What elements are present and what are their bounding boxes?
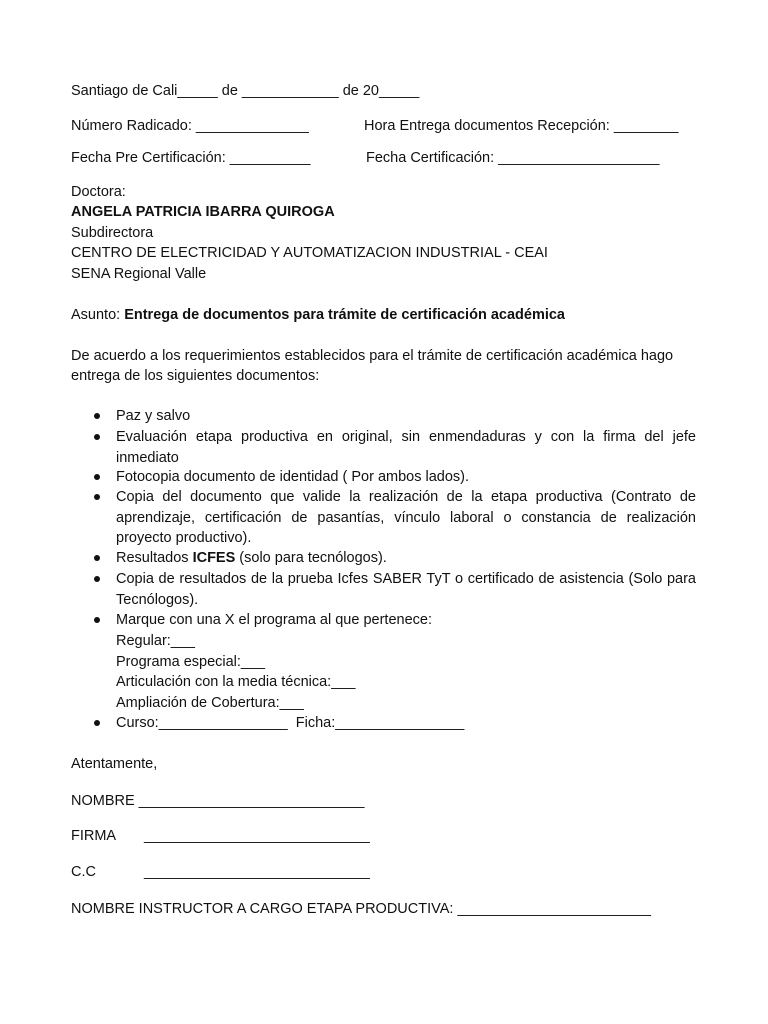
firma-label: FIRMA [71, 828, 117, 844]
list-item-marque-programa: Marque con una X el programa al que pertenece: [116, 612, 432, 628]
place-date-line: Santiago de Cali_____ de ____________ de 20_____ [71, 83, 420, 99]
recipient-name: ANGELA PATRICIA IBARRA QUIROGA [71, 204, 335, 220]
fecha-certificacion-field: Fecha Certificación: ____________________ [366, 150, 660, 166]
list-item-resultados-icfes [116, 548, 387, 568]
list-item-evaluacion: Evaluación etapa productiva en original, sin enmendaduras y con la firma del jefe inmediato [116, 429, 696, 466]
bullet-icon [94, 617, 100, 623]
bullet-icon [94, 555, 100, 561]
hora-entrega-field: Hora Entrega documentos Recepción: ________ [364, 118, 679, 134]
program-option-ampliacion: Ampliación de Cobertura:___ [116, 695, 304, 711]
subject-text: Entrega de documentos para trámite de certificación académica [124, 307, 565, 323]
bullet-icon [94, 413, 100, 419]
nombre-signature-field: NOMBRE ____________________________ [71, 793, 365, 809]
resultados-icfes-bold: ICFES [192, 550, 236, 566]
subject-label: Asunto: [71, 307, 125, 323]
program-option-regular: Regular:___ [116, 633, 195, 649]
list-item-curso-ficha: Curso:________________ Ficha:________________ [116, 715, 465, 731]
cc-label: C.C [71, 864, 96, 880]
firma-line: ____________________________ [144, 828, 370, 844]
intro-line-1: De acuerdo a los requerimientos establecidos para el trámite de certificación académica hago [71, 348, 674, 364]
bullet-icon [94, 474, 100, 480]
list-item-fotocopia: Fotocopia documento de identidad ( Por ambos lados). [116, 469, 470, 485]
resultados-suffix: (solo para tecnólogos). [235, 550, 387, 566]
instructor-name-field: NOMBRE INSTRUCTOR A CARGO ETAPA PRODUCTIVA: ________________________ [71, 901, 651, 917]
numero-radicado-field: Número Radicado: ______________ [71, 118, 309, 134]
bullet-icon [94, 576, 100, 582]
resultados-prefix: Resultados [116, 550, 193, 566]
recipient-role: Subdirectora [71, 225, 154, 241]
program-option-especial: Programa especial:___ [116, 654, 266, 670]
closing-atentamente: Atentamente, [71, 756, 158, 772]
list-item-copia-resultados: Copia de resultados de la prueba Icfes SABER TyT o certificado de asistencia (Solo para Tecnólogos). [116, 571, 696, 608]
program-option-articulacion: Articulación con la media técnica:___ [116, 674, 356, 690]
list-item-copia-documento: Copia del documento que valide la realización de la etapa productiva (Contrato de aprendizaje, certificación de pasantías, vínculo laboral o constancia de realización proyecto productivo). [116, 489, 696, 546]
recipient-region: SENA Regional Valle [71, 266, 207, 282]
subject-line [71, 305, 565, 325]
intro-line-2: entrega de los siguientes documentos: [71, 368, 320, 384]
recipient-organization: CENTRO DE ELECTRICIDAD Y AUTOMATIZACION INDUSTRIAL - CEAI [71, 245, 548, 261]
salutation: Doctora: [71, 184, 126, 200]
cc-line: ____________________________ [144, 864, 370, 880]
bullet-icon [94, 434, 100, 440]
bullet-icon [94, 720, 100, 726]
fecha-pre-certificacion-field: Fecha Pre Certificación: __________ [71, 150, 311, 166]
list-item-paz-y-salvo: Paz y salvo [116, 408, 191, 424]
bullet-icon [94, 494, 100, 500]
